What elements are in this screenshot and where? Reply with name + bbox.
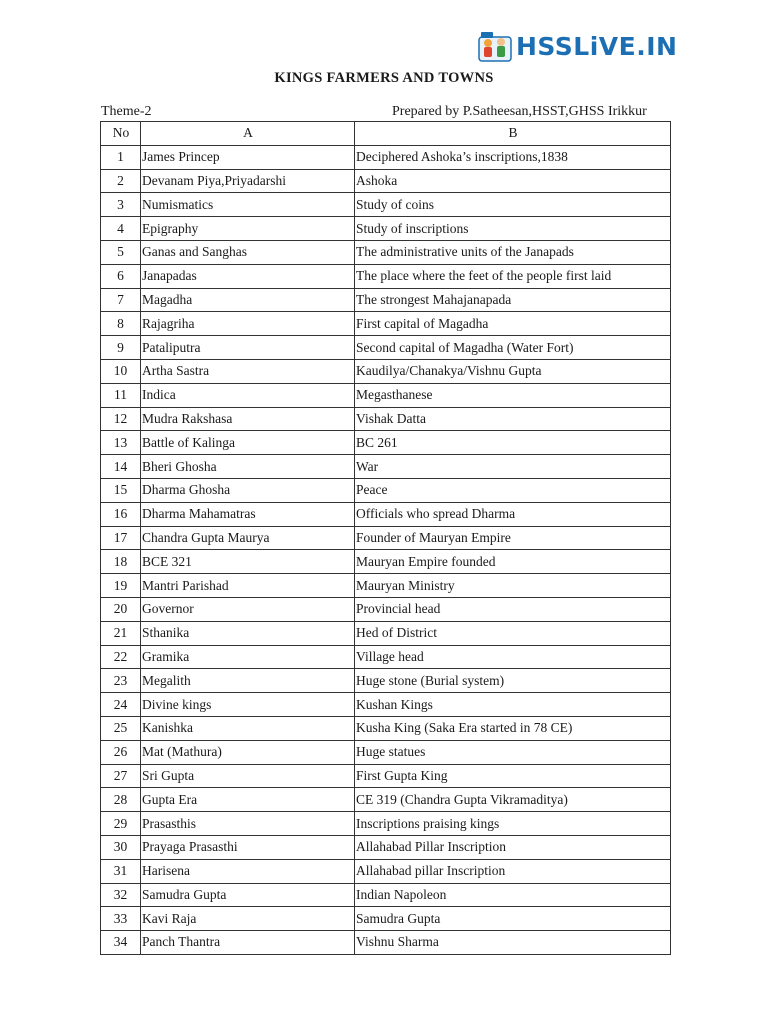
- term-cell: Janapadas: [141, 264, 355, 288]
- row-number: 21: [101, 621, 141, 645]
- term-cell: Governor: [141, 597, 355, 621]
- table-header-row: [101, 122, 671, 146]
- row-number: 22: [101, 645, 141, 669]
- description-cell: First capital of Magadha: [355, 312, 671, 336]
- header-a: A: [141, 122, 355, 146]
- row-number: 17: [101, 526, 141, 550]
- description-cell: First Gupta King: [355, 764, 671, 788]
- row-number: 14: [101, 455, 141, 479]
- row-number: 29: [101, 812, 141, 836]
- row-number: 5: [101, 240, 141, 264]
- row-number: 4: [101, 217, 141, 241]
- term-cell: Ganas and Sanghas: [141, 240, 355, 264]
- row-number: 11: [101, 383, 141, 407]
- term-cell: Sri Gupta: [141, 764, 355, 788]
- table-row: [101, 288, 671, 312]
- term-cell: Prasasthis: [141, 812, 355, 836]
- term-cell: Bheri Ghosha: [141, 455, 355, 479]
- row-number: 33: [101, 907, 141, 931]
- table-row: [101, 478, 671, 502]
- term-cell: Artha Sastra: [141, 359, 355, 383]
- term-cell: Dharma Ghosha: [141, 478, 355, 502]
- table-row: [101, 264, 671, 288]
- description-cell: Kushan Kings: [355, 693, 671, 717]
- description-cell: CE 319 (Chandra Gupta Vikramaditya): [355, 788, 671, 812]
- table-row: [101, 359, 671, 383]
- description-cell: Officials who spread Dharma: [355, 502, 671, 526]
- row-number: 26: [101, 740, 141, 764]
- table-row: [101, 883, 671, 907]
- description-cell: Megasthanese: [355, 383, 671, 407]
- table-row: [101, 550, 671, 574]
- table-row: [101, 502, 671, 526]
- row-number: 23: [101, 669, 141, 693]
- description-cell: Study of inscriptions: [355, 217, 671, 241]
- term-cell: Prayaga Prasasthi: [141, 835, 355, 859]
- description-cell: Provincial head: [355, 597, 671, 621]
- term-cell: BCE 321: [141, 550, 355, 574]
- table-row: [101, 145, 671, 169]
- table-row: [101, 907, 671, 931]
- row-number: 30: [101, 835, 141, 859]
- description-cell: Kusha King (Saka Era started in 78 CE): [355, 716, 671, 740]
- row-number: 25: [101, 716, 141, 740]
- term-cell: Kavi Raja: [141, 907, 355, 931]
- table-row: [101, 526, 671, 550]
- table-row: [101, 336, 671, 360]
- term-cell: Dharma Mahamatras: [141, 502, 355, 526]
- row-number: 10: [101, 359, 141, 383]
- description-cell: BC 261: [355, 431, 671, 455]
- table-row: [101, 217, 671, 241]
- table-row: [101, 812, 671, 836]
- table-row: [101, 597, 671, 621]
- table-row: [101, 788, 671, 812]
- term-cell: Rajagriha: [141, 312, 355, 336]
- row-number: 31: [101, 859, 141, 883]
- table-row: [101, 407, 671, 431]
- row-number: 28: [101, 788, 141, 812]
- description-cell: Kaudilya/Chanakya/Vishnu Gupta: [355, 359, 671, 383]
- description-cell: The strongest Mahajanapada: [355, 288, 671, 312]
- description-cell: The administrative units of the Janapads: [355, 240, 671, 264]
- term-cell: Panch Thantra: [141, 931, 355, 955]
- description-cell: Huge statues: [355, 740, 671, 764]
- row-number: 9: [101, 336, 141, 360]
- table-row: [101, 621, 671, 645]
- header-b: B: [355, 122, 671, 146]
- table-row: [101, 693, 671, 717]
- description-cell: Village head: [355, 645, 671, 669]
- table-row: [101, 431, 671, 455]
- row-number: 27: [101, 764, 141, 788]
- description-cell: The place where the feet of the people first laid: [355, 264, 671, 288]
- match-table: [100, 121, 671, 955]
- description-cell: Mauryan Ministry: [355, 574, 671, 598]
- description-cell: Allahabad Pillar Inscription: [355, 835, 671, 859]
- term-cell: Chandra Gupta Maurya: [141, 526, 355, 550]
- description-cell: Samudra Gupta: [355, 907, 671, 931]
- students-logo-icon: [478, 29, 512, 63]
- table-row: [101, 312, 671, 336]
- row-number: 2: [101, 169, 141, 193]
- table-row: [101, 740, 671, 764]
- row-number: 8: [101, 312, 141, 336]
- table-row: [101, 240, 671, 264]
- term-cell: Gramika: [141, 645, 355, 669]
- term-cell: Indica: [141, 383, 355, 407]
- table-row: [101, 383, 671, 407]
- description-cell: Allahabad pillar Inscription: [355, 859, 671, 883]
- table-row: [101, 859, 671, 883]
- row-number: 1: [101, 145, 141, 169]
- description-cell: Study of coins: [355, 193, 671, 217]
- row-number: 32: [101, 883, 141, 907]
- table-row: [101, 193, 671, 217]
- description-cell: War: [355, 455, 671, 479]
- table-row: [101, 716, 671, 740]
- description-cell: Inscriptions praising kings: [355, 812, 671, 836]
- term-cell: Sthanika: [141, 621, 355, 645]
- row-number: 6: [101, 264, 141, 288]
- term-cell: James Princep: [141, 145, 355, 169]
- prepared-by: Prepared by P.Satheesan,HSST,GHSS Irikkur: [392, 104, 647, 119]
- description-cell: Vishnu Sharma: [355, 931, 671, 955]
- description-cell: Hed of District: [355, 621, 671, 645]
- term-cell: Divine kings: [141, 693, 355, 717]
- term-cell: Magadha: [141, 288, 355, 312]
- table-row: [101, 574, 671, 598]
- term-cell: Megalith: [141, 669, 355, 693]
- table-row: [101, 764, 671, 788]
- table-row: [101, 645, 671, 669]
- theme-label: Theme-2: [101, 104, 152, 119]
- description-cell: Peace: [355, 478, 671, 502]
- document-title: KINGS FARMERS AND TOWNS: [274, 70, 494, 86]
- term-cell: Harisena: [141, 859, 355, 883]
- row-number: 13: [101, 431, 141, 455]
- term-cell: Battle of Kalinga: [141, 431, 355, 455]
- row-number: 7: [101, 288, 141, 312]
- row-number: 3: [101, 193, 141, 217]
- description-cell: Mauryan Empire founded: [355, 550, 671, 574]
- row-number: 16: [101, 502, 141, 526]
- term-cell: Samudra Gupta: [141, 883, 355, 907]
- term-cell: Mudra Rakshasa: [141, 407, 355, 431]
- site-logo: [478, 28, 677, 64]
- term-cell: Mantri Parishad: [141, 574, 355, 598]
- term-cell: Devanam Piya,Priyadarshi: [141, 169, 355, 193]
- description-cell: Founder of Mauryan Empire: [355, 526, 671, 550]
- table-row: [101, 455, 671, 479]
- row-number: 12: [101, 407, 141, 431]
- description-cell: Indian Napoleon: [355, 883, 671, 907]
- row-number: 34: [101, 931, 141, 955]
- table-row: [101, 931, 671, 955]
- description-cell: Ashoka: [355, 169, 671, 193]
- row-number: 24: [101, 693, 141, 717]
- table-row: [101, 835, 671, 859]
- term-cell: Epigraphy: [141, 217, 355, 241]
- description-cell: Deciphered Ashoka’s inscriptions,1838: [355, 145, 671, 169]
- row-number: 15: [101, 478, 141, 502]
- term-cell: Gupta Era: [141, 788, 355, 812]
- header-no: No: [101, 122, 141, 146]
- table-row: [101, 169, 671, 193]
- term-cell: Numismatics: [141, 193, 355, 217]
- row-number: 20: [101, 597, 141, 621]
- term-cell: Mat (Mathura): [141, 740, 355, 764]
- term-cell: Kanishka: [141, 716, 355, 740]
- description-cell: Second capital of Magadha (Water Fort): [355, 336, 671, 360]
- description-cell: Huge stone (Burial system): [355, 669, 671, 693]
- row-number: 19: [101, 574, 141, 598]
- term-cell: Pataliputra: [141, 336, 355, 360]
- logo-text: HSSLiVE.IN: [516, 31, 678, 61]
- description-cell: Vishak Datta: [355, 407, 671, 431]
- table-row: [101, 669, 671, 693]
- row-number: 18: [101, 550, 141, 574]
